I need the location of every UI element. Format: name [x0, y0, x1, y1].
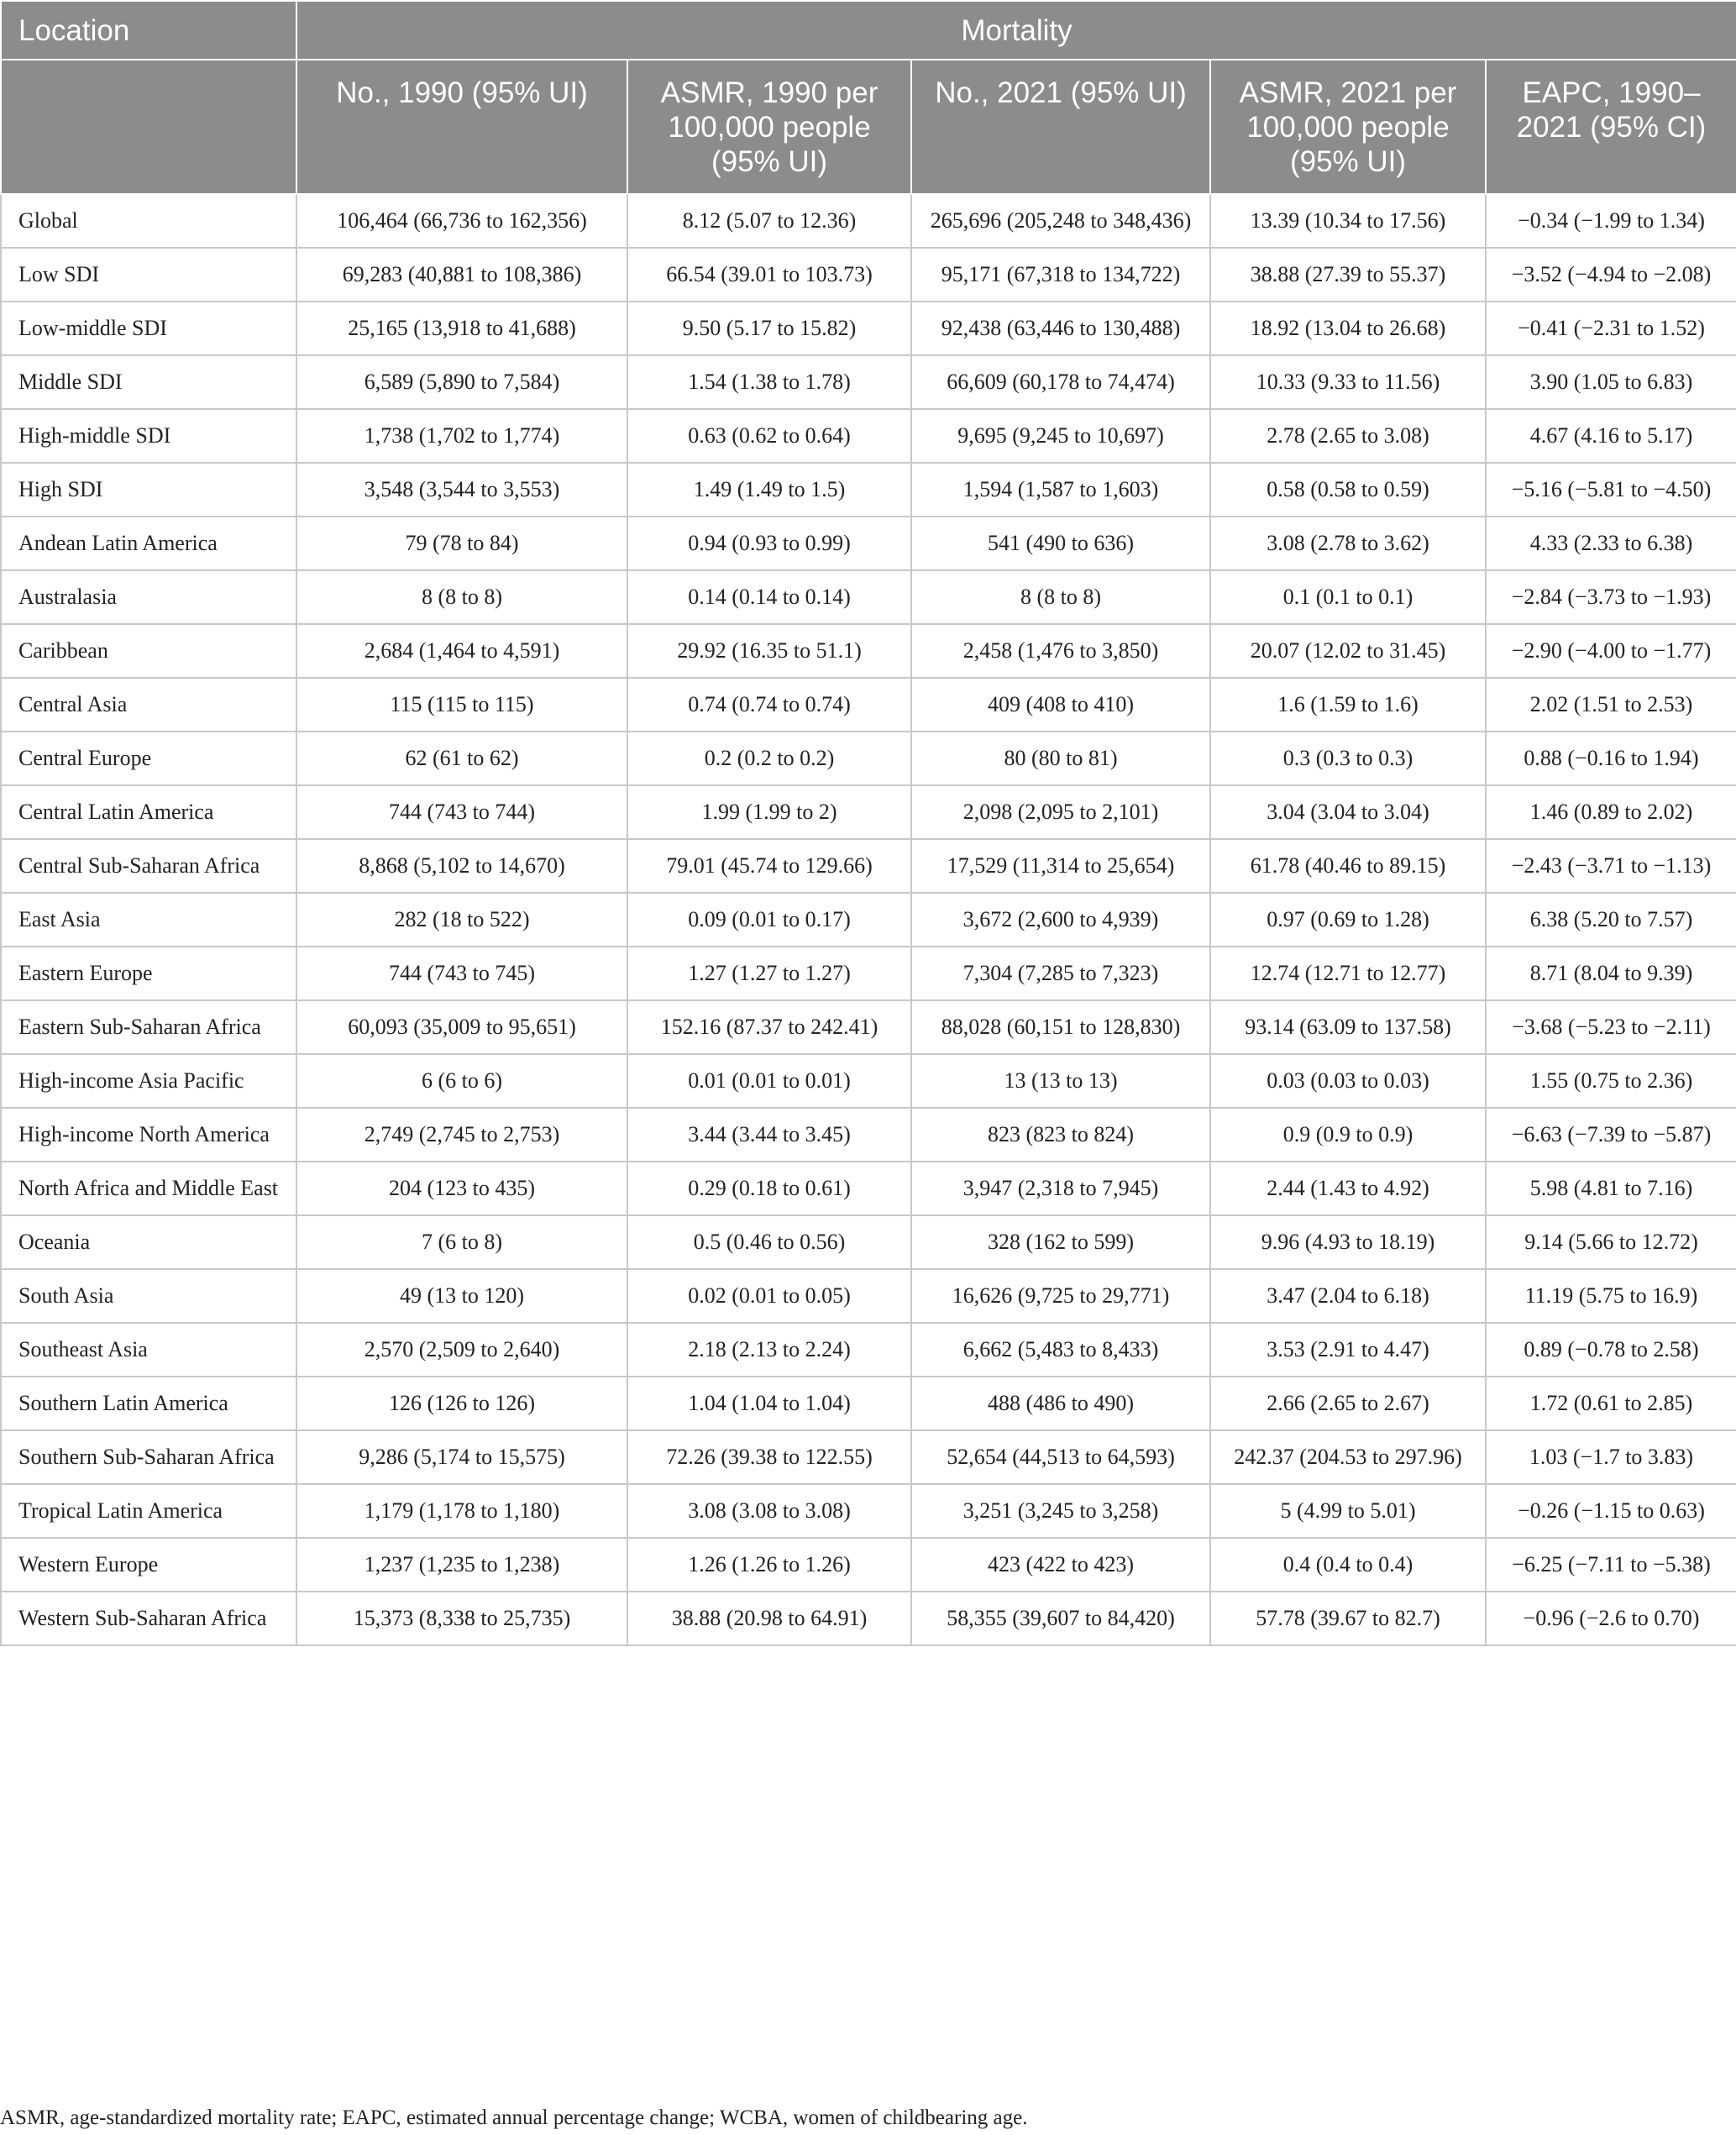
- table-row: [1, 1054, 1736, 1108]
- value-cell: 0.5 (0.46 to 0.56): [627, 1215, 911, 1269]
- location-cell: Southeast Asia: [1, 1323, 296, 1377]
- value-cell: 92,438 (63,446 to 130,488): [911, 302, 1210, 355]
- value-cell: 0.3 (0.3 to 0.3): [1210, 732, 1486, 785]
- value-cell: −0.96 (−2.6 to 0.70): [1486, 1592, 1736, 1645]
- value-cell: 541 (490 to 636): [911, 517, 1210, 570]
- value-cell: 3,672 (2,600 to 4,939): [911, 893, 1210, 947]
- location-cell: Middle SDI: [1, 355, 296, 409]
- table-row: [1, 409, 1736, 463]
- table-row: [1, 1215, 1736, 1269]
- value-cell: 6.38 (5.20 to 7.57): [1486, 893, 1736, 947]
- value-cell: 328 (162 to 599): [911, 1215, 1210, 1269]
- table-row: [1, 947, 1736, 1000]
- value-cell: 0.01 (0.01 to 0.01): [627, 1054, 911, 1108]
- value-cell: 95,171 (67,318 to 134,722): [911, 248, 1210, 302]
- value-cell: 204 (123 to 435): [296, 1162, 627, 1215]
- value-cell: 3,548 (3,544 to 3,553): [296, 463, 627, 517]
- value-cell: 60,093 (35,009 to 95,651): [296, 1000, 627, 1054]
- table-row: [1, 570, 1736, 624]
- value-cell: 13 (13 to 13): [911, 1054, 1210, 1108]
- value-cell: −0.26 (−1.15 to 0.63): [1486, 1484, 1736, 1538]
- table-row: [1, 1108, 1736, 1162]
- value-cell: 49 (13 to 120): [296, 1269, 627, 1323]
- value-cell: 13.39 (10.34 to 17.56): [1210, 194, 1486, 248]
- value-cell: 62 (61 to 62): [296, 732, 627, 785]
- value-cell: 0.14 (0.14 to 0.14): [627, 570, 911, 624]
- value-cell: 0.88 (−0.16 to 1.94): [1486, 732, 1736, 785]
- value-cell: 115 (115 to 115): [296, 678, 627, 732]
- value-cell: 0.03 (0.03 to 0.03): [1210, 1054, 1486, 1108]
- value-cell: 3,947 (2,318 to 7,945): [911, 1162, 1210, 1215]
- location-cell: High-middle SDI: [1, 409, 296, 463]
- location-cell: Central Sub-Saharan Africa: [1, 839, 296, 893]
- table-row: [1, 1162, 1736, 1215]
- value-cell: 0.9 (0.9 to 0.9): [1210, 1108, 1486, 1162]
- value-cell: 0.1 (0.1 to 0.1): [1210, 570, 1486, 624]
- value-cell: 423 (422 to 423): [911, 1538, 1210, 1592]
- value-cell: 7,304 (7,285 to 7,323): [911, 947, 1210, 1000]
- value-cell: 1.54 (1.38 to 1.78): [627, 355, 911, 409]
- table-row: [1, 839, 1736, 893]
- value-cell: 9,695 (9,245 to 10,697): [911, 409, 1210, 463]
- value-cell: 1,738 (1,702 to 1,774): [296, 409, 627, 463]
- value-cell: 265,696 (205,248 to 348,436): [911, 194, 1210, 248]
- value-cell: 409 (408 to 410): [911, 678, 1210, 732]
- value-cell: 8 (8 to 8): [911, 570, 1210, 624]
- value-cell: 9.14 (5.66 to 12.72): [1486, 1215, 1736, 1269]
- location-cell: Central Latin America: [1, 785, 296, 839]
- value-cell: 3.53 (2.91 to 4.47): [1210, 1323, 1486, 1377]
- table-row: [1, 732, 1736, 785]
- value-cell: 38.88 (27.39 to 55.37): [1210, 248, 1486, 302]
- column-header: No., 1990 (95% UI): [296, 60, 627, 194]
- table-row: [1, 785, 1736, 839]
- column-header: ASMR, 1990 per 100,000 people (95% UI): [627, 60, 911, 194]
- value-cell: −3.52 (−4.94 to −2.08): [1486, 248, 1736, 302]
- value-cell: 126 (126 to 126): [296, 1377, 627, 1430]
- value-cell: 79.01 (45.74 to 129.66): [627, 839, 911, 893]
- value-cell: 2,684 (1,464 to 4,591): [296, 624, 627, 678]
- value-cell: 2.02 (1.51 to 2.53): [1486, 678, 1736, 732]
- location-cell: North Africa and Middle East: [1, 1162, 296, 1215]
- value-cell: −0.34 (−1.99 to 1.34): [1486, 194, 1736, 248]
- value-cell: 1,594 (1,587 to 1,603): [911, 463, 1210, 517]
- value-cell: 0.89 (−0.78 to 2.58): [1486, 1323, 1736, 1377]
- table-row: [1, 1269, 1736, 1323]
- value-cell: 0.4 (0.4 to 0.4): [1210, 1538, 1486, 1592]
- value-cell: 3.90 (1.05 to 6.83): [1486, 355, 1736, 409]
- value-cell: 38.88 (20.98 to 64.91): [627, 1592, 911, 1645]
- location-cell: Tropical Latin America: [1, 1484, 296, 1538]
- value-cell: 16,626 (9,725 to 29,771): [911, 1269, 1210, 1323]
- value-cell: 0.58 (0.58 to 0.59): [1210, 463, 1486, 517]
- value-cell: 5 (4.99 to 5.01): [1210, 1484, 1486, 1538]
- value-cell: 9.96 (4.93 to 18.19): [1210, 1215, 1486, 1269]
- table-row: [1, 1323, 1736, 1377]
- value-cell: 3.44 (3.44 to 3.45): [627, 1108, 911, 1162]
- value-cell: 52,654 (44,513 to 64,593): [911, 1430, 1210, 1484]
- value-cell: 6 (6 to 6): [296, 1054, 627, 1108]
- location-cell: Global: [1, 194, 296, 248]
- value-cell: 7 (6 to 8): [296, 1215, 627, 1269]
- value-cell: 8,868 (5,102 to 14,670): [296, 839, 627, 893]
- value-cell: 5.98 (4.81 to 7.16): [1486, 1162, 1736, 1215]
- value-cell: 25,165 (13,918 to 41,688): [296, 302, 627, 355]
- value-cell: 1.99 (1.99 to 2): [627, 785, 911, 839]
- table-row: [1, 1484, 1736, 1538]
- value-cell: 18.92 (13.04 to 26.68): [1210, 302, 1486, 355]
- value-cell: 17,529 (11,314 to 25,654): [911, 839, 1210, 893]
- value-cell: 9.50 (5.17 to 15.82): [627, 302, 911, 355]
- location-cell: Western Europe: [1, 1538, 296, 1592]
- value-cell: 57.78 (39.67 to 82.7): [1210, 1592, 1486, 1645]
- location-cell: Andean Latin America: [1, 517, 296, 570]
- table-row: [1, 248, 1736, 302]
- location-cell: South Asia: [1, 1269, 296, 1323]
- table-row: [1, 1000, 1736, 1054]
- value-cell: −0.41 (−2.31 to 1.52): [1486, 302, 1736, 355]
- location-cell: Eastern Sub-Saharan Africa: [1, 1000, 296, 1054]
- column-header: No., 2021 (95% UI): [911, 60, 1210, 194]
- value-cell: 2.44 (1.43 to 4.92): [1210, 1162, 1486, 1215]
- table-row: [1, 678, 1736, 732]
- value-cell: 79 (78 to 84): [296, 517, 627, 570]
- value-cell: 744 (743 to 745): [296, 947, 627, 1000]
- value-cell: 10.33 (9.33 to 11.56): [1210, 355, 1486, 409]
- value-cell: 1.72 (0.61 to 2.85): [1486, 1377, 1736, 1430]
- value-cell: 72.26 (39.38 to 122.55): [627, 1430, 911, 1484]
- value-cell: 2.66 (2.65 to 2.67): [1210, 1377, 1486, 1430]
- location-cell: Oceania: [1, 1215, 296, 1269]
- location-cell: Low SDI: [1, 248, 296, 302]
- location-cell: Southern Latin America: [1, 1377, 296, 1430]
- value-cell: 3.08 (3.08 to 3.08): [627, 1484, 911, 1538]
- value-cell: 242.37 (204.53 to 297.96): [1210, 1430, 1486, 1484]
- table-row: [1, 355, 1736, 409]
- value-cell: 11.19 (5.75 to 16.9): [1486, 1269, 1736, 1323]
- value-cell: 3,251 (3,245 to 3,258): [911, 1484, 1210, 1538]
- location-cell: Eastern Europe: [1, 947, 296, 1000]
- value-cell: −2.90 (−4.00 to −1.77): [1486, 624, 1736, 678]
- value-cell: 3.47 (2.04 to 6.18): [1210, 1269, 1486, 1323]
- value-cell: 1,179 (1,178 to 1,180): [296, 1484, 627, 1538]
- location-cell: East Asia: [1, 893, 296, 947]
- value-cell: 8.71 (8.04 to 9.39): [1486, 947, 1736, 1000]
- mortality-group-header: Mortality: [296, 1, 1736, 60]
- value-cell: 66,609 (60,178 to 74,474): [911, 355, 1210, 409]
- value-cell: 0.63 (0.62 to 0.64): [627, 409, 911, 463]
- value-cell: 1.46 (0.89 to 2.02): [1486, 785, 1736, 839]
- value-cell: 1.03 (−1.7 to 3.83): [1486, 1430, 1736, 1484]
- table-row: [1, 1538, 1736, 1592]
- value-cell: 823 (823 to 824): [911, 1108, 1210, 1162]
- value-cell: 106,464 (66,736 to 162,356): [296, 194, 627, 248]
- header-spacer: [1, 60, 296, 194]
- value-cell: 15,373 (8,338 to 25,735): [296, 1592, 627, 1645]
- value-cell: 1.6 (1.59 to 1.6): [1210, 678, 1486, 732]
- value-cell: 0.2 (0.2 to 0.2): [627, 732, 911, 785]
- value-cell: 12.74 (12.71 to 12.77): [1210, 947, 1486, 1000]
- location-header: Location: [1, 1, 296, 60]
- value-cell: 8.12 (5.07 to 12.36): [627, 194, 911, 248]
- table-row: [1, 463, 1736, 517]
- value-cell: 66.54 (39.01 to 103.73): [627, 248, 911, 302]
- value-cell: 0.97 (0.69 to 1.28): [1210, 893, 1486, 947]
- value-cell: −3.68 (−5.23 to −2.11): [1486, 1000, 1736, 1054]
- table-row: [1, 1592, 1736, 1645]
- table-row: [1, 893, 1736, 947]
- value-cell: 1.26 (1.26 to 1.26): [627, 1538, 911, 1592]
- location-cell: Western Sub-Saharan Africa: [1, 1592, 296, 1645]
- value-cell: 0.74 (0.74 to 0.74): [627, 678, 911, 732]
- value-cell: 29.92 (16.35 to 51.1): [627, 624, 911, 678]
- value-cell: 2.78 (2.65 to 3.08): [1210, 409, 1486, 463]
- value-cell: 2.18 (2.13 to 2.24): [627, 1323, 911, 1377]
- value-cell: −2.43 (−3.71 to −1.13): [1486, 839, 1736, 893]
- value-cell: 3.04 (3.04 to 3.04): [1210, 785, 1486, 839]
- value-cell: 2,749 (2,745 to 2,753): [296, 1108, 627, 1162]
- value-cell: 2,098 (2,095 to 2,101): [911, 785, 1210, 839]
- value-cell: 6,662 (5,483 to 8,433): [911, 1323, 1210, 1377]
- value-cell: 0.29 (0.18 to 0.61): [627, 1162, 911, 1215]
- value-cell: 80 (80 to 81): [911, 732, 1210, 785]
- value-cell: −5.16 (−5.81 to −4.50): [1486, 463, 1736, 517]
- value-cell: 93.14 (63.09 to 137.58): [1210, 1000, 1486, 1054]
- table-body: [1, 194, 1736, 1645]
- location-cell: Caribbean: [1, 624, 296, 678]
- value-cell: 6,589 (5,890 to 7,584): [296, 355, 627, 409]
- value-cell: 8 (8 to 8): [296, 570, 627, 624]
- location-cell: High SDI: [1, 463, 296, 517]
- value-cell: 1,237 (1,235 to 1,238): [296, 1538, 627, 1592]
- value-cell: 0.94 (0.93 to 0.99): [627, 517, 911, 570]
- value-cell: 488 (486 to 490): [911, 1377, 1210, 1430]
- location-cell: Southern Sub-Saharan Africa: [1, 1430, 296, 1484]
- table-row: [1, 517, 1736, 570]
- value-cell: 0.09 (0.01 to 0.17): [627, 893, 911, 947]
- value-cell: 69,283 (40,881 to 108,386): [296, 248, 627, 302]
- value-cell: 152.16 (87.37 to 242.41): [627, 1000, 911, 1054]
- column-header: EAPC, 1990–2021 (95% CI): [1486, 60, 1736, 194]
- value-cell: 1.27 (1.27 to 1.27): [627, 947, 911, 1000]
- value-cell: 744 (743 to 744): [296, 785, 627, 839]
- table-row: [1, 302, 1736, 355]
- value-cell: −6.25 (−7.11 to −5.38): [1486, 1538, 1736, 1592]
- value-cell: 61.78 (40.46 to 89.15): [1210, 839, 1486, 893]
- value-cell: −2.84 (−3.73 to −1.93): [1486, 570, 1736, 624]
- table-row: [1, 624, 1736, 678]
- value-cell: 88,028 (60,151 to 128,830): [911, 1000, 1210, 1054]
- value-cell: 3.08 (2.78 to 3.62): [1210, 517, 1486, 570]
- location-cell: Central Europe: [1, 732, 296, 785]
- value-cell: 9,286 (5,174 to 15,575): [296, 1430, 627, 1484]
- value-cell: 1.04 (1.04 to 1.04): [627, 1377, 911, 1430]
- location-cell: Australasia: [1, 570, 296, 624]
- location-cell: Central Asia: [1, 678, 296, 732]
- value-cell: 1.55 (0.75 to 2.36): [1486, 1054, 1736, 1108]
- value-cell: 4.33 (2.33 to 6.38): [1486, 517, 1736, 570]
- value-cell: 1.49 (1.49 to 1.5): [627, 463, 911, 517]
- value-cell: 4.67 (4.16 to 5.17): [1486, 409, 1736, 463]
- table-row: [1, 1430, 1736, 1484]
- value-cell: 0.02 (0.01 to 0.05): [627, 1269, 911, 1323]
- table-footnote: ASMR, age-standardized mortality rate; EAPC, estimated annual percentage change; WCBA, women of childbearing age.: [0, 2106, 1028, 2129]
- value-cell: 282 (18 to 522): [296, 893, 627, 947]
- value-cell: 2,458 (1,476 to 3,850): [911, 624, 1210, 678]
- location-cell: High-income North America: [1, 1108, 296, 1162]
- location-cell: High-income Asia Pacific: [1, 1054, 296, 1108]
- column-header: ASMR, 2021 per 100,000 people (95% UI): [1210, 60, 1486, 194]
- table-row: [1, 194, 1736, 248]
- value-cell: −6.63 (−7.39 to −5.87): [1486, 1108, 1736, 1162]
- table-row: [1, 1377, 1736, 1430]
- location-cell: Low-middle SDI: [1, 302, 296, 355]
- value-cell: 2,570 (2,509 to 2,640): [296, 1323, 627, 1377]
- value-cell: 58,355 (39,607 to 84,420): [911, 1592, 1210, 1645]
- value-cell: 20.07 (12.02 to 31.45): [1210, 624, 1486, 678]
